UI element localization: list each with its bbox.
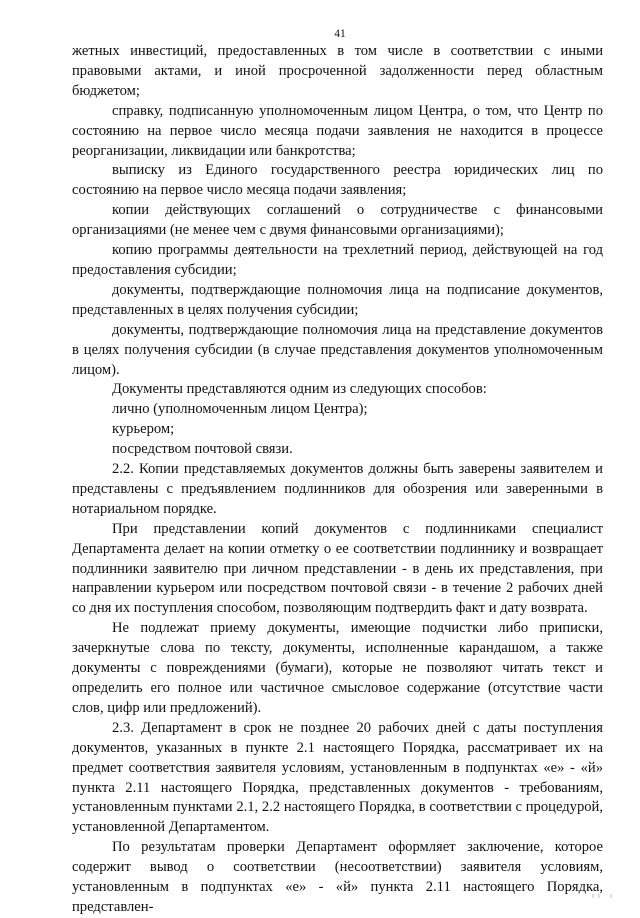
page-number: 41 [334,28,346,40]
paragraph-list-item: копии действующих соглашений о сотрудничестве с финансовыми организациями (не менее чем с двумя финансовыми организациями); [72,202,603,239]
paragraph-list-item: справку, подписанную уполномоченным лицом Центра, о том, что Центр по состоянию на первое число месяца подачи заявления не находится в процессе реорганизации, ликвидации или банкротства; [72,102,603,159]
paragraph-section-2-2: 2.2. Копии представляемых документов должны быть заверены заявителем и представлены с предъявлением подлинников для обозрения или заверенными в нотариальном порядке. [72,461,603,517]
paragraph-copies-procedure: При представлении копий документов с подлинниками специалист Департамента делает на копии отметку о ее соответствии подлиннику и возвращает подлинники заявителю при личном представлении - в день их представления, при направлении курьером или посредством почтовой связи - в течение 2 рабочих дней со дня их поступления способом, позволяющим подтвердить факт и дату возврата. [72,520,603,617]
document-body [72,42,603,918]
paragraph-method-item: посредством почтовой связи. [112,441,293,458]
paragraph-rejection-rules: Не подлежат приему документы, имеющие подчистки либо приписки, зачеркнутые слова по тексту, документы, исполненные карандашом, а также документы с повреждениями (бумаги), которые не позволяют читать текст и определить его полное или частичное смысловое содержание (отсутствие части слов, цифр или предложений). [72,620,603,716]
paragraph-list-item: выписку из Единого государственного реестра юридических лиц по состоянию на первое число месяца подачи заявления; [72,162,603,199]
paragraph-submission-methods: Документы представляются одним из следующих способов: [112,381,487,398]
paragraph-continuation: жетных инвестиций, предоставленных в том числе в соответствии с иными правовыми актами, и иной просроченной задолженности перед областным бюджетом; [72,43,603,99]
paragraph-section-2-3: 2.3. Департамент в срок не позднее 20 рабочих дней с даты поступления документов, указанных в пункте 2.1 настоящего Порядка, рассматривает их на предмет соответствия заявителя условиям, установленным в подпунктах «е» - «й» пункта 2.11 настоящего Порядка, представленных документов - требованиям, установленным пунктами 2.1, 2.2 настоящего Порядка, в соответствии с процедурой, установленной Департаментом. [72,719,603,836]
footer-mark: ıı ı [591,892,616,900]
paragraph-list-item: документы, подтверждающие полномочия лица на подписание документов, представленных в целях получения субсидии; [72,281,603,318]
paragraph-review-results: По результатам проверки Департамент оформляет заключение, которое содержит вывод о соответствии (несоответствии) заявителя условиям, установленным в подпунктах «е» - «й» пункта 2.11 настоящего Порядка, представлен- [72,839,603,915]
paragraph-list-item: документы, подтверждающие полномочия лица на представление документов в целях получения субсидии (в случае представления документов уполномоченным лицом). [72,321,603,378]
paragraph-method-item: лично (уполномоченным лицом Центра); [112,401,368,418]
paragraph-method-item: курьером; [112,421,175,438]
paragraph-list-item: копию программы деятельности на трехлетний период, действующей на год предоставления субсидии; [72,242,603,278]
